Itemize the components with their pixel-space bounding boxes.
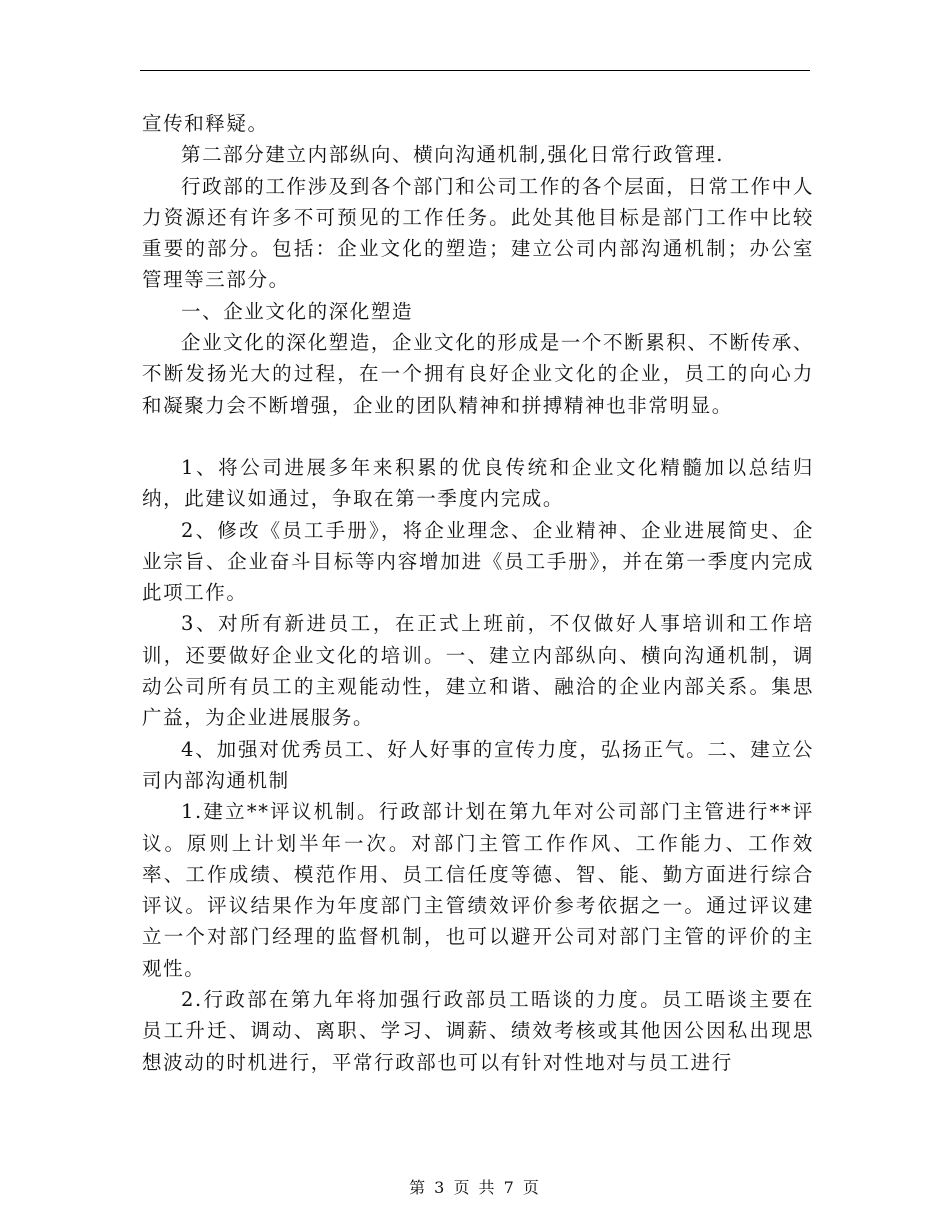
numbered-item-1: 1.建立**评议机制。行政部计划在第九年对公司部门主管进行**评议。原则上计划半年一次。对部门主管工作作风、工作能力、工作效率、工作成绩、模范作用、员工信任度等德、智、能、勤方面进行综合评议。评议结果作为年度部门主管绩效评价参考依据之一。通过评议建立一个对部门经理的监督机制，也可以避开公司对部门主管的评价的主观性。 bbox=[142, 800, 814, 980]
numbered-item-2: 2.行政部在第九年将加强行政部员工晤谈的力度。员工晤谈主要在员工升迁、调动、离职、学习、调薪、绩效考核或其他因公因私出现思想波动的时机进行，平常行政部也可以有针对性地对与员工进行 bbox=[142, 988, 814, 1074]
paragraph-continuation: 宣传和释疑。 bbox=[142, 112, 269, 135]
page-number-footer: 第 3 页 共 7 页 bbox=[409, 1178, 541, 1197]
list-item-2: 2、修改《员工手册》，将企业理念、企业精神、企业进展简史、企业宗旨、企业奋斗目标等内容增加进《员工手册》，并在第一季度内完成此项工作。 bbox=[142, 518, 814, 605]
list-item-3: 3、对所有新进员工，在正式上班前，不仅做好人事培训和工作培训，还要做好企业文化的培训。一、建立内部纵向、横向沟通机制，调动公司所有员工的主观能动性，建立和谐、融洽的企业内部关系。集思广益，为企业进展服务。 bbox=[142, 612, 814, 730]
header-rule bbox=[140, 70, 810, 71]
document-body bbox=[142, 108, 814, 1078]
paragraph-culture: 企业文化的深化塑造，企业文化的形成是一个不断累积、不断传承、不断发扬光大的过程，在一个拥有良好企业文化的企业，员工的向心力和凝聚力会不断增强，企业的团队精神和拼搏精神也非常明显。 bbox=[142, 331, 815, 417]
paragraph-gap bbox=[142, 421, 814, 452]
list-item-1: 1、将公司进展多年来积累的优良传统和企业文化精髓加以总结归纳，此建议如通过，争取在第一季度内完成。 bbox=[142, 455, 814, 511]
paragraph-intro: 行政部的工作涉及到各个部门和公司工作的各个层面，日常工作中人力资源还有许多不可预见的工作任务。此处其他目标是部门工作中比较重要的部分。包括：企业文化的塑造；建立公司内部沟通机制；办公室管理等三部分。 bbox=[142, 174, 815, 292]
list-item-4: 4、加强对优秀员工、好人好事的宣传力度，弘扬正气。二、建立公司内部沟通机制 bbox=[142, 737, 814, 792]
section-heading-part-two: 第二部分建立内部纵向、横向沟通机制,强化日常行政管理. bbox=[181, 143, 725, 167]
section-heading-culture: 一、企业文化的深化塑造 bbox=[181, 299, 414, 323]
